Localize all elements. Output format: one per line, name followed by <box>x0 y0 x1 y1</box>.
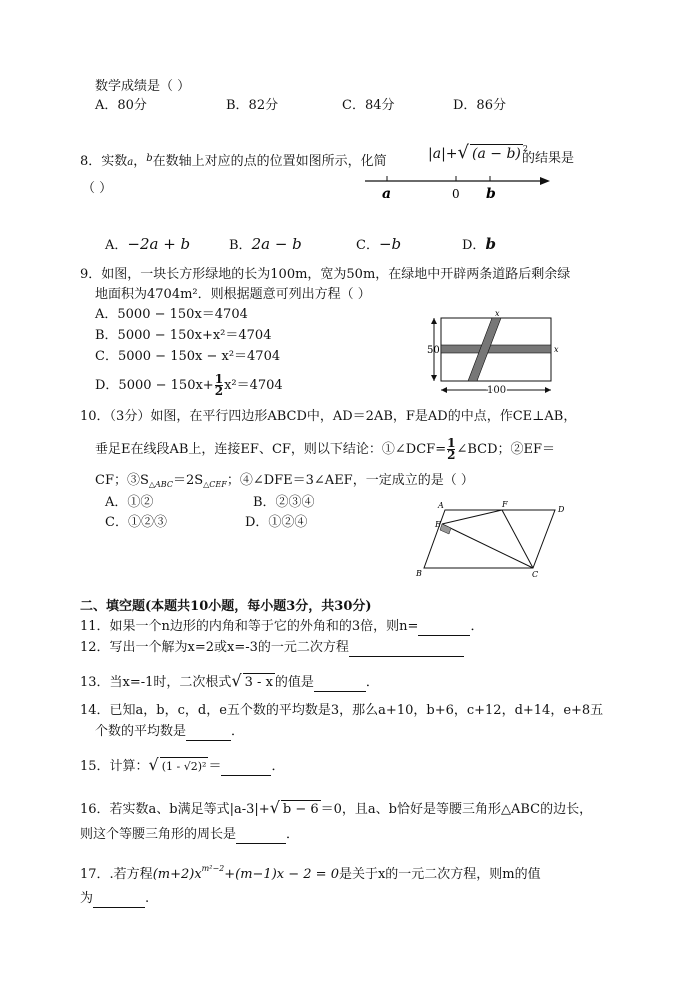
q14-line2-text: 个数的平均数是 <box>95 724 187 739</box>
q14-line2 <box>95 723 244 741</box>
q10-line3 <box>95 472 474 494</box>
label-E: E <box>435 520 441 529</box>
arrow-right-icon <box>540 177 550 185</box>
q10-line3-a: CF；③S <box>95 473 149 488</box>
q8-number-line <box>360 170 555 200</box>
q8-option-b-letter: B． <box>229 238 252 253</box>
q17-line1 <box>80 860 541 884</box>
segment-ef <box>442 510 502 524</box>
q9-option-d-start: D．5000 − 150x+ <box>95 378 214 393</box>
q7-option-c: C．84分 <box>342 98 395 113</box>
q13-line: 13．当x=-1时，二次根式√ 3 - x 的值是 ． <box>80 671 379 690</box>
q8-option-c-text: −b <box>378 235 402 253</box>
q7-option-a: A．80分 <box>95 98 147 113</box>
q8-suffix: 的结果是 <box>522 151 575 166</box>
q10-line3-b: ＝2S <box>172 473 204 488</box>
q10-sub1: △ABC <box>148 480 173 489</box>
q10-sub2: △CEF <box>203 480 227 489</box>
q8-abs: |a| <box>428 146 446 162</box>
q11-line <box>80 618 483 636</box>
label-0: 0 <box>452 187 460 200</box>
q16-radical: b − 6 <box>282 802 319 817</box>
q11-text: 11．如果一个n边形的内角和等于它的外角和的3倍，则n= <box>80 619 419 634</box>
q16-line1-start: 16．若实数a、b满足等式|a-3|+ <box>80 802 270 817</box>
q10-option-d: D．①②④ <box>245 515 308 530</box>
q17-eq-right: +(m−1)x − 2 = 0 <box>224 867 339 882</box>
section-2-title: 二、填空题(本题共10小题，每小题3分，共30分) <box>80 599 372 614</box>
q16-blank[interactable] <box>236 829 286 844</box>
arrow-right-icon <box>545 387 551 393</box>
q10-line1: 10．（3分）如图，在平行四边形ABCD中，AD＝2AB，F是AD的中点，作CE⊥AB， <box>80 409 577 424</box>
label-C: C <box>532 570 539 579</box>
label-D: D <box>558 505 565 514</box>
q8-mid: 在数轴上对应的点的位置如图所示，化简 <box>152 154 387 169</box>
q8-option-b <box>229 235 302 255</box>
q15-blank[interactable] <box>221 761 271 776</box>
segment-ce <box>442 524 533 568</box>
q8-plus: + <box>445 146 458 162</box>
q9-option-c: C．5000 − 150x − x²＝4704 <box>95 349 281 364</box>
q16-line1: 16．若实数a、b满足等式|a-3|+√ b − 6 ＝0，且a、b恰好是等腰三角形△ABC的边长， <box>80 798 593 817</box>
q15-eq: ＝ <box>208 759 222 774</box>
q17-line2-text: 为 <box>80 891 94 906</box>
q9-option-d <box>95 374 283 397</box>
q12-text: 12．写出一个解为x=2或x=-3的一元二次方程 <box>80 640 349 655</box>
q9-figure <box>425 308 565 400</box>
q17-blank[interactable] <box>93 893 145 908</box>
arrow-left-icon <box>441 387 447 393</box>
q7-option-b: B．82分 <box>226 98 279 113</box>
q16-line2 <box>80 826 299 844</box>
q10-line2-end: ∠BCD；②EF＝ <box>456 442 556 457</box>
q7-line: 数学成绩是（ ） <box>95 79 191 94</box>
q8-paren: （ ） <box>82 181 113 196</box>
q10-line2-start: 垂足E在线段AB上，连接EF、CF，则以下结论：①∠DCF= <box>95 442 447 457</box>
q16-line1-end: ＝0，且a、b恰好是等腰三角形△ABC的边长， <box>320 802 593 817</box>
q17-line1-start: 17．.若方程 <box>80 867 153 882</box>
q9-option-b: B．5000 − 150x+x²＝4704 <box>95 328 272 343</box>
q9-frac <box>215 374 223 397</box>
q11-end: ． <box>470 619 484 634</box>
q10-frac-den: 2 <box>447 448 456 462</box>
q9-line2: 地面积为4704m²．则根据题意可列出方程（ ） <box>95 287 371 302</box>
label-F: F <box>502 500 508 509</box>
q10-frac-num: 1 <box>447 436 456 450</box>
q8-option-a <box>105 235 190 255</box>
label-x-top: x <box>495 309 500 318</box>
q8-option-d-text: b <box>485 235 496 253</box>
q13-radical: 3 - x <box>244 675 273 690</box>
q8-var-a: a <box>127 157 134 168</box>
q15-text: 15．计算： <box>80 759 149 774</box>
label-b: b <box>486 186 496 200</box>
q17-eq-left: (m+2)x <box>152 867 202 882</box>
q13-text: 13．当x=-1时，二次根式 <box>80 675 232 690</box>
q17-exponent: m²−2 <box>201 864 225 873</box>
q12-line <box>80 639 464 657</box>
q13-tail: 的值是 <box>274 675 314 690</box>
q14-line1: 14．已知a，b，c，d，e五个数的平均数是3，那么a+10，b+6，c+12，d+14，e+8五 <box>80 703 604 718</box>
q12-blank[interactable] <box>349 642 464 657</box>
q9-option-d-tail: x²＝4704 <box>224 378 283 393</box>
q9-frac-num: 1 <box>214 372 224 386</box>
q7-option-d: D．86分 <box>453 98 506 113</box>
q11-blank[interactable] <box>418 621 470 636</box>
label-50: 50 <box>427 345 440 356</box>
q8-option-c <box>356 235 401 255</box>
q8-option-a-letter: A． <box>105 238 128 253</box>
q8-line <box>80 150 387 172</box>
q8-sqrt: (a − b) <box>472 146 521 162</box>
q8-comma: ， <box>133 154 147 169</box>
road-horizontal <box>441 345 551 353</box>
label-x-right: x <box>554 345 559 354</box>
q10-option-a: A．①② <box>105 495 154 510</box>
q8-option-b-text: 2a − b <box>251 235 302 253</box>
q10-figure <box>410 498 580 580</box>
q10-option-c: C．①②③ <box>105 515 167 530</box>
q14-blank[interactable] <box>186 726 231 741</box>
q8-var-b: b <box>146 153 153 164</box>
label-a: a <box>382 186 392 200</box>
q15-end: ． <box>271 759 285 774</box>
q10-line3-c: ；④∠DFE＝3∠AEF，一定成立的是（ ） <box>226 473 474 488</box>
q8-option-c-letter: C． <box>356 238 379 253</box>
q15-radical: (1 - √2)² <box>160 757 209 776</box>
q8-square: 2 <box>522 144 528 153</box>
q10-option-b: B．②③④ <box>253 495 315 510</box>
q10-frac <box>447 438 455 461</box>
label-B: B <box>416 569 422 578</box>
q9-frac-den: 2 <box>214 384 224 398</box>
q9-line1: 9．如图，一块长方形绿地的长为100m，宽为50m，在绿地中开辟两条道路后剩余绿 <box>80 267 571 282</box>
q17-line2 <box>80 890 149 908</box>
q9-option-a: A．5000 − 150x＝4704 <box>95 307 248 322</box>
q17-line1-end: 是关于x的一元二次方程，则m的值 <box>338 867 541 882</box>
q8-option-d-letter: D． <box>462 238 486 253</box>
q17-end: . <box>145 891 150 906</box>
q10-line2 <box>95 438 555 461</box>
arrow-down-icon <box>431 375 437 381</box>
arrow-up-icon <box>431 318 437 324</box>
q14-end: ． <box>231 724 245 739</box>
label-100: 100 <box>487 385 507 396</box>
q13-blank[interactable] <box>314 677 366 692</box>
segment-cf <box>502 510 533 568</box>
q8-expression: |a|+√ (a − b) $^2$ <box>428 142 528 163</box>
q8-option-d <box>462 235 496 255</box>
q16-line2-text: 则这个等腰三角形的周长是 <box>80 827 237 842</box>
q13-end: ． <box>365 675 379 690</box>
q15-line: 15．计算：√ (1 - √2)² ＝ ． <box>80 755 285 774</box>
label-A: A <box>438 501 444 510</box>
parallelogram <box>424 510 555 568</box>
q8-option-a-text: −2a + b <box>127 235 191 253</box>
right-angle-mark <box>440 524 451 534</box>
q8-prefix: 8．实数 <box>80 154 128 169</box>
q16-end: ． <box>286 827 300 842</box>
